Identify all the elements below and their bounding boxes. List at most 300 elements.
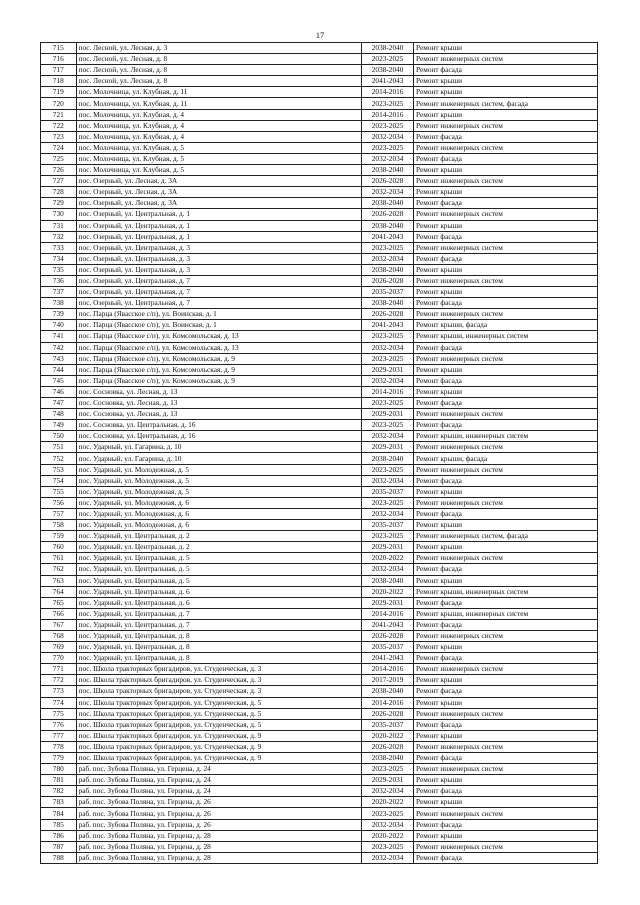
address-cell: раб. пос. Зубова Поляна, ул. Герцена, д. 24 [76,764,362,775]
period-cell: 2014-2016 [362,608,414,619]
row-number: 747 [41,398,77,409]
row-number: 755 [41,486,77,497]
table-row [41,353,598,364]
period-cell: 2032-2034 [362,342,414,353]
address-cell: пос. Лесной, ул. Лесная, д. 8 [76,54,362,65]
address-cell: пос. Молочница, ул. Клубная, д. 4 [76,109,362,120]
row-number: 741 [41,331,77,342]
work-type-cell: Ремонт крыши [414,220,598,231]
work-type-cell: Ремонт крыши, инженерных систем [414,431,598,442]
work-type-cell: Ремонт инженерных систем [414,275,598,286]
table-row [41,619,598,630]
address-cell: раб. пос. Зубова Поляна, ул. Герцена, д. 24 [76,775,362,786]
period-cell: 2038-2040 [362,575,414,586]
period-cell: 2032-2034 [362,564,414,575]
work-type-cell: Ремонт инженерных систем [414,409,598,420]
work-type-cell: Ремонт фасада [414,508,598,519]
row-number: 757 [41,508,77,519]
period-cell: 2032-2034 [362,375,414,386]
table-row [41,76,598,87]
row-number: 725 [41,153,77,164]
table-row [41,786,598,797]
period-cell: 2023-2025 [362,120,414,131]
table-row [41,508,598,519]
work-type-cell: Ремонт крыши [414,43,598,54]
work-type-cell: Ремонт инженерных систем [414,630,598,641]
address-cell: пос. Лесной, ул. Лесная, д. 8 [76,76,362,87]
address-cell: пос. Ударный, ул. Центральная, д. 5 [76,553,362,564]
address-cell: пос. Парца (Явасское с/п), ул. Комсомольская, д. 13 [76,331,362,342]
address-cell: пос. Сосновка, ул. Лесная, д. 13 [76,409,362,420]
address-cell: пос. Школа тракторных бригадиров, ул. Студенческая, д. 9 [76,741,362,752]
address-cell: пос. Лесной, ул. Лесная, д. 3 [76,43,362,54]
period-cell: 2041-2043 [362,320,414,331]
period-cell: 2038-2040 [362,220,414,231]
address-cell: пос. Ударный, ул. Центральная, д. 8 [76,642,362,653]
work-type-cell: Ремонт фасада [414,420,598,431]
row-number: 751 [41,442,77,453]
period-cell: 2038-2040 [362,198,414,209]
row-number: 717 [41,65,77,76]
work-type-cell: Ремонт крыши [414,187,598,198]
work-type-cell: Ремонт фасада [414,153,598,164]
work-type-cell: Ремонт крыши [414,697,598,708]
work-type-cell: Ремонт инженерных систем, фасада [414,531,598,542]
row-number: 729 [41,198,77,209]
table-row [41,719,598,730]
period-cell: 2029-2031 [362,364,414,375]
work-type-cell: Ремонт крыши, инженерных систем [414,586,598,597]
work-type-cell: Ремонт крыши [414,386,598,397]
work-type-cell: Ремонт фасада [414,597,598,608]
work-type-cell: Ремонт инженерных систем [414,741,598,752]
row-number: 765 [41,597,77,608]
address-cell: пос. Сосновка, ул. Лесная, д. 13 [76,386,362,397]
table-row [41,553,598,564]
address-cell: пос. Озерный, ул. Центральная, д. 7 [76,275,362,286]
row-number: 753 [41,464,77,475]
period-cell: 2032-2034 [362,153,414,164]
row-number: 737 [41,287,77,298]
table-row [41,586,598,597]
row-number: 774 [41,697,77,708]
row-number: 749 [41,420,77,431]
address-cell: пос. Ударный, ул. Молодежная, д. 6 [76,520,362,531]
table-row [41,497,598,508]
row-number: 726 [41,165,77,176]
table-row [41,708,598,719]
row-number: 750 [41,431,77,442]
table-row [41,386,598,397]
table-row [41,531,598,542]
table-row [41,231,598,242]
table-row [41,65,598,76]
period-cell: 2032-2034 [362,475,414,486]
address-cell: пос. Школа тракторных бригадиров, ул. Студенческая, д. 9 [76,730,362,741]
period-cell: 2026-2028 [362,741,414,752]
address-cell: пос. Ударный, ул. Центральная, д. 5 [76,575,362,586]
work-type-cell: Ремонт инженерных систем, фасада [414,98,598,109]
row-number: 768 [41,630,77,641]
work-type-cell: Ремонт инженерных систем [414,553,598,564]
address-cell: раб. пос. Зубова Поляна, ул. Герцена, д. 28 [76,841,362,852]
work-type-cell: Ремонт инженерных систем [414,209,598,220]
address-cell: пос. Школа тракторных бригадиров, ул. Студенческая, д. 3 [76,664,362,675]
work-type-cell: Ремонт крыши [414,830,598,841]
work-type-cell: Ремонт инженерных систем [414,442,598,453]
period-cell: 2020-2022 [362,553,414,564]
address-cell: пос. Озерный, ул. Лесная, д. 3А [76,187,362,198]
address-cell: пос. Ударный, ул. Молодежная, д. 5 [76,475,362,486]
period-cell: 2035-2037 [362,642,414,653]
work-type-cell: Ремонт инженерных систем [414,708,598,719]
row-number: 777 [41,730,77,741]
table-row [41,431,598,442]
work-type-cell: Ремонт крыши [414,364,598,375]
period-cell: 2023-2025 [362,98,414,109]
table-row [41,486,598,497]
address-cell: пос. Ударный, ул. Центральная, д. 6 [76,586,362,597]
work-type-cell: Ремонт фасада [414,231,598,242]
period-cell: 2020-2022 [362,586,414,597]
row-number: 759 [41,531,77,542]
address-cell: пос. Сосновка, ул. Лесная, д. 13 [76,398,362,409]
row-number: 720 [41,98,77,109]
table-row [41,142,598,153]
period-cell: 2023-2025 [362,398,414,409]
row-number: 734 [41,253,77,264]
row-number: 771 [41,664,77,675]
row-number: 778 [41,741,77,752]
address-cell: пос. Ударный, ул. Молодежная, д. 5 [76,464,362,475]
row-number: 718 [41,76,77,87]
table-row [41,808,598,819]
work-type-cell: Ремонт крыши [414,165,598,176]
table-row [41,309,598,320]
row-number: 766 [41,608,77,619]
row-number: 724 [41,142,77,153]
period-cell: 2038-2040 [362,43,414,54]
table-row [41,54,598,65]
period-cell: 2026-2028 [362,209,414,220]
table-row [41,475,598,486]
period-cell: 2041-2043 [362,619,414,630]
address-cell: пос. Молочница, ул. Клубная, д. 4 [76,131,362,142]
table-row [41,120,598,131]
address-cell: раб. пос. Зубова Поляна, ул. Герцена, д. 28 [76,852,362,863]
table-row [41,464,598,475]
work-type-cell: Ремонт крыши, фасада [414,453,598,464]
period-cell: 2023-2025 [362,54,414,65]
period-cell: 2038-2040 [362,453,414,464]
work-type-cell: Ремонт фасада [414,786,598,797]
address-cell: пос. Озерный, ул. Центральная, д. 3 [76,253,362,264]
table-row [41,187,598,198]
table-row [41,275,598,286]
table-row [41,264,598,275]
address-cell: пос. Озерный, ул. Центральная, д. 7 [76,298,362,309]
work-type-cell: Ремонт фасада [414,398,598,409]
table-row [41,630,598,641]
row-number: 739 [41,309,77,320]
work-type-cell: Ремонт инженерных систем [414,497,598,508]
period-cell: 2035-2037 [362,520,414,531]
period-cell: 2026-2028 [362,275,414,286]
row-number: 781 [41,775,77,786]
work-type-cell: Ремонт инженерных систем [414,353,598,364]
work-type-cell: Ремонт фасада [414,198,598,209]
table-row [41,342,598,353]
address-cell: пос. Ударный, ул. Центральная, д. 7 [76,608,362,619]
row-number: 730 [41,209,77,220]
row-number: 728 [41,187,77,198]
period-cell: 2029-2031 [362,409,414,420]
work-type-cell: Ремонт крыши [414,730,598,741]
table-row [41,375,598,386]
address-cell: пос. Ударный, ул. Центральная, д. 2 [76,542,362,553]
table-row [41,209,598,220]
row-number: 780 [41,764,77,775]
work-type-cell: Ремонт инженерных систем [414,142,598,153]
table-row [41,287,598,298]
address-cell: пос. Школа тракторных бригадиров, ул. Студенческая, д. 5 [76,708,362,719]
address-cell: пос. Парца (Явасское с/п), ул. Комсомольская, д. 9 [76,353,362,364]
period-cell: 2023-2025 [362,331,414,342]
address-cell: пос. Ударный, ул. Центральная, д. 8 [76,653,362,664]
address-cell: пос. Озерный, ул. Центральная, д. 1 [76,209,362,220]
table-row [41,298,598,309]
address-cell: пос. Парца (Явасское с/п), ул. Воинская, д. 1 [76,309,362,320]
row-number: 758 [41,520,77,531]
table-row [41,43,598,54]
row-number: 783 [41,797,77,808]
table-row [41,87,598,98]
period-cell: 2017-2019 [362,675,414,686]
period-cell: 2026-2028 [362,630,414,641]
row-number: 779 [41,753,77,764]
period-cell: 2038-2040 [362,165,414,176]
work-type-cell: Ремонт крыши [414,87,598,98]
row-number: 752 [41,453,77,464]
work-type-cell: Ремонт фасада [414,653,598,664]
period-cell: 2041-2043 [362,231,414,242]
work-type-cell: Ремонт крыши [414,797,598,808]
period-cell: 2023-2025 [362,531,414,542]
period-cell: 2041-2043 [362,76,414,87]
address-cell: пос. Парца (Явасское с/п), ул. Комсомольская, д. 9 [76,364,362,375]
period-cell: 2020-2022 [362,797,414,808]
row-number: 732 [41,231,77,242]
table-row [41,453,598,464]
work-type-cell: Ремонт фасада [414,753,598,764]
period-cell: 2023-2025 [362,142,414,153]
address-cell: пос. Озерный, ул. Центральная, д. 3 [76,242,362,253]
row-number: 715 [41,43,77,54]
table-row [41,420,598,431]
period-cell: 2029-2031 [362,542,414,553]
work-type-cell: Ремонт фасада [414,619,598,630]
page-number: 17 [315,30,325,40]
row-number: 740 [41,320,77,331]
work-type-cell: Ремонт инженерных систем [414,664,598,675]
address-cell: пос. Ударный, ул. Центральная, д. 6 [76,597,362,608]
row-number: 742 [41,342,77,353]
table-row [41,730,598,741]
period-cell: 2029-2031 [362,597,414,608]
table-row [41,165,598,176]
table-row [41,364,598,375]
address-cell: пос. Озерный, ул. Лесная, д. 3А [76,176,362,187]
work-type-cell: Ремонт крыши, инженерных систем [414,331,598,342]
period-cell: 2035-2037 [362,719,414,730]
period-cell: 2035-2037 [362,486,414,497]
address-cell: пос. Ударный, ул. Молодежная, д. 5 [76,486,362,497]
work-type-cell: Ремонт фасада [414,819,598,830]
work-type-cell: Ремонт фасада [414,253,598,264]
table-row [41,198,598,209]
address-cell: пос. Сосновка, ул. Центральная, д. 16 [76,420,362,431]
work-type-cell: Ремонт крыши [414,575,598,586]
table-row [41,409,598,420]
table-row [41,608,598,619]
period-cell: 2032-2034 [362,819,414,830]
table-row [41,597,598,608]
period-cell: 2023-2025 [362,841,414,852]
period-cell: 2023-2025 [362,464,414,475]
address-cell: пос. Школа тракторных бригадиров, ул. Студенческая, д. 3 [76,686,362,697]
period-cell: 2026-2028 [362,309,414,320]
period-cell: 2023-2025 [362,497,414,508]
row-number: 719 [41,87,77,98]
address-cell: пос. Ударный, ул. Центральная, д. 8 [76,630,362,641]
row-number: 748 [41,409,77,420]
row-number: 782 [41,786,77,797]
period-cell: 2014-2016 [362,109,414,120]
work-type-cell: Ремонт инженерных систем [414,176,598,187]
period-cell: 2038-2040 [362,264,414,275]
row-number: 738 [41,298,77,309]
address-cell: пос. Молочница, ул. Клубная, д. 4 [76,120,362,131]
table-row [41,664,598,675]
row-number: 772 [41,675,77,686]
period-cell: 2032-2034 [362,253,414,264]
row-number: 786 [41,830,77,841]
work-type-cell: Ремонт фасада [414,375,598,386]
work-type-cell: Ремонт фасада [414,564,598,575]
address-cell: пос. Парца (Явасское с/п), ул. Комсомольская, д. 13 [76,342,362,353]
work-type-cell: Ремонт фасада [414,475,598,486]
table-row [41,176,598,187]
row-number: 743 [41,353,77,364]
period-cell: 2020-2022 [362,730,414,741]
row-number: 745 [41,375,77,386]
row-number: 756 [41,497,77,508]
table-row [41,697,598,708]
period-cell: 2032-2034 [362,852,414,863]
address-cell: пос. Ударный, ул. Молодежная, д. 6 [76,508,362,519]
address-cell: раб. пос. Зубова Поляна, ул. Герцена, д. 26 [76,808,362,819]
period-cell: 2014-2016 [362,386,414,397]
row-number: 761 [41,553,77,564]
table-row [41,98,598,109]
row-number: 721 [41,109,77,120]
period-cell: 2014-2016 [362,697,414,708]
address-cell: пос. Озерный, ул. Лесная, д. 3А [76,198,362,209]
table-row [41,331,598,342]
table-row [41,542,598,553]
address-cell: раб. пос. Зубова Поляна, ул. Герцена, д. 24 [76,786,362,797]
work-type-cell: Ремонт инженерных систем [414,841,598,852]
period-cell: 2032-2034 [362,131,414,142]
period-cell: 2041-2043 [362,653,414,664]
table-row [41,830,598,841]
period-cell: 2023-2025 [362,242,414,253]
row-number: 764 [41,586,77,597]
table-row [41,653,598,664]
period-cell: 2032-2034 [362,187,414,198]
work-type-cell: Ремонт фасада [414,298,598,309]
work-type-cell: Ремонт крыши [414,642,598,653]
work-type-cell: Ремонт крыши [414,264,598,275]
table-row [41,764,598,775]
address-cell: пос. Озерный, ул. Центральная, д. 1 [76,220,362,231]
work-type-cell: Ремонт инженерных систем [414,54,598,65]
row-number: 731 [41,220,77,231]
row-number: 723 [41,131,77,142]
address-cell: пос. Озерный, ул. Центральная, д. 1 [76,231,362,242]
table-row [41,398,598,409]
period-cell: 2014-2016 [362,87,414,98]
work-type-cell: Ремонт фасада [414,342,598,353]
work-type-cell: Ремонт крыши, фасада [414,320,598,331]
table-row [41,253,598,264]
address-cell: пос. Школа тракторных бригадиров, ул. Студенческая, д. 3 [76,675,362,686]
work-type-cell: Ремонт крыши [414,486,598,497]
row-number: 785 [41,819,77,830]
period-cell: 2038-2040 [362,65,414,76]
row-number: 716 [41,54,77,65]
work-type-cell: Ремонт инженерных систем [414,808,598,819]
address-cell: пос. Школа тракторных бригадиров, ул. Студенческая, д. 9 [76,753,362,764]
work-type-cell: Ремонт крыши [414,675,598,686]
table-row [41,242,598,253]
address-cell: пос. Парца (Явасское с/п), ул. Воинская, д. 1 [76,320,362,331]
row-number: 754 [41,475,77,486]
row-number: 746 [41,386,77,397]
address-cell: пос. Ударный, ул. Центральная, д. 2 [76,531,362,542]
row-number: 776 [41,719,77,730]
work-type-cell: Ремонт крыши, инженерных систем [414,608,598,619]
period-cell: 2029-2031 [362,442,414,453]
table-row [41,520,598,531]
row-number: 736 [41,275,77,286]
address-cell: пос. Ударный, ул. Центральная, д. 7 [76,619,362,630]
repair-schedule-table [40,42,598,864]
work-type-cell: Ремонт фасада [414,65,598,76]
table-row [41,852,598,863]
address-cell: пос. Сосновка, ул. Центральная, д. 16 [76,431,362,442]
work-type-cell: Ремонт крыши [414,287,598,298]
table-row [41,797,598,808]
period-cell: 2023-2025 [362,764,414,775]
work-type-cell: Ремонт инженерных систем [414,242,598,253]
period-cell: 2038-2040 [362,298,414,309]
work-type-cell: Ремонт крыши [414,775,598,786]
period-cell: 2026-2028 [362,708,414,719]
table-row [41,753,598,764]
period-cell: 2035-2037 [362,287,414,298]
table-row [41,564,598,575]
